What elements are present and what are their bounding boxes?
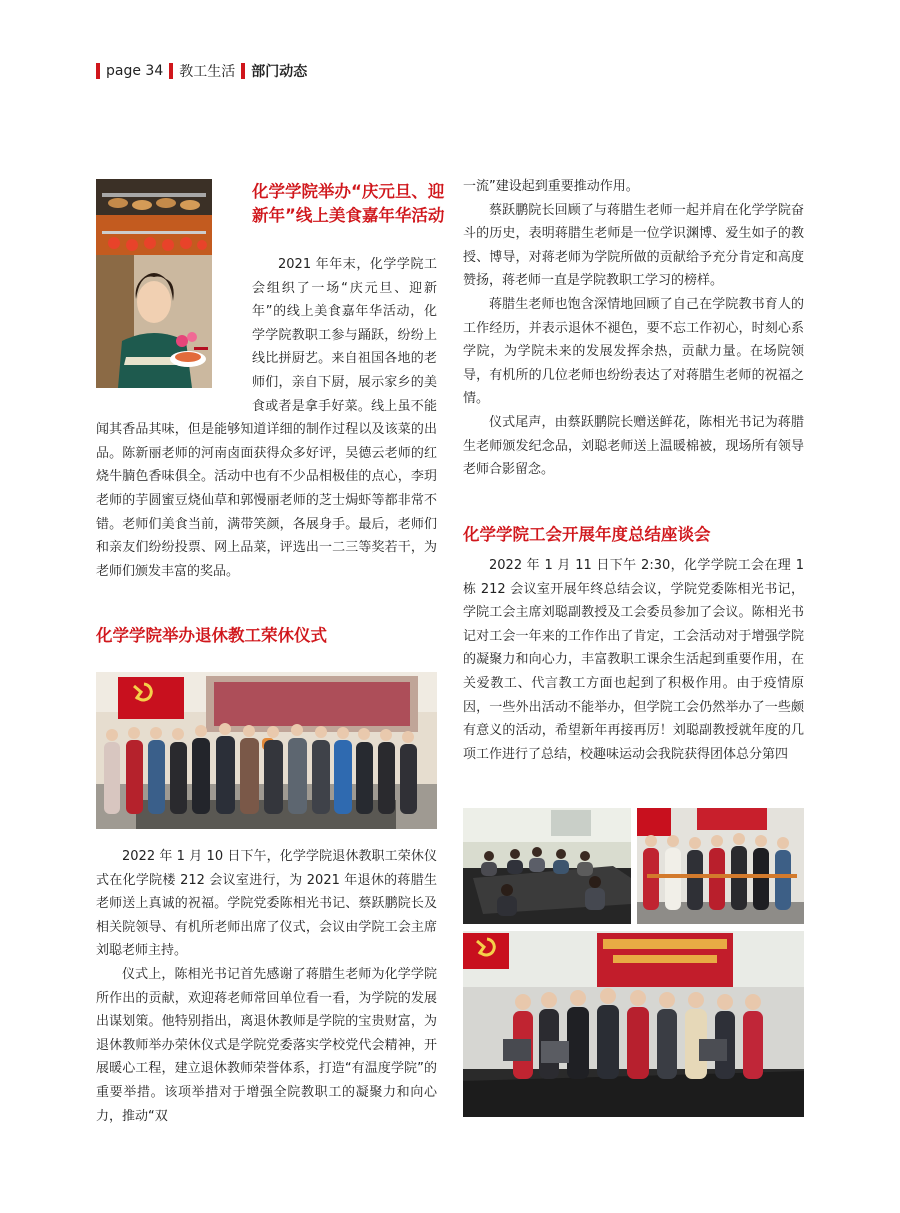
article-body-retire-right bbox=[463, 175, 804, 482]
retirement-group-photo bbox=[96, 672, 437, 829]
article-title-summary: 化学学院工会开展年度总结座谈会 bbox=[463, 525, 711, 544]
page-header bbox=[96, 60, 313, 82]
union-group-photo bbox=[463, 931, 804, 1117]
meeting-room-photo bbox=[463, 808, 631, 924]
retire-continuation: 一流”建设起到重要推动作用。 bbox=[463, 179, 639, 194]
page-number: page 34 bbox=[106, 63, 164, 79]
header-bar-1 bbox=[96, 63, 100, 79]
header-bar-3 bbox=[241, 63, 245, 79]
retire-paragraph-5: 仪式尾声，由蔡跃鹏院长赠送鲜花，陈相光书记为蒋腊生老师颁发纪念品，刘聪老师送上温暖棉被，现场所有领导老师合影留念。 bbox=[463, 414, 804, 478]
retire-paragraph-2: 仪式上，陈相光书记首先感谢了蒋腊生老师为化学学院所作出的贡献，欢迎蒋老师常回单位看一看，为学院的发展出谋划策。他特别指出，离退休教师是学院的宝贵财富，为退休教师举办荣休仪式是学院党委落实学校党代会精神，开展暖心工程，建立退休教师荣誉体系，打造“有温度学院”的重要举措。该项举措对于增强全院教职工的凝聚力和向心力，推动“双 bbox=[96, 966, 437, 1124]
photo-wrap-spacer bbox=[96, 253, 252, 414]
award-group-photo bbox=[637, 808, 804, 924]
summary-paragraph: 2022 年 1 月 11 日下午 2:30，化学学院工会在理 1 栋 212 会议室开展年终总结会议，学院党委陈相光书记，学院工会主席刘聪副教授及工会委员参加了会议。陈相光书记对工会一年来的工作作出了肯定，工会活动对于增强学院的凝聚力和向心力，丰富教职工课余生活起到重要作用，在关爱教工、代言教工方面也起到了积极作用。由于疫情原因，一些外出活动不能举办，但学院工会仍然举办了一些颇有意义的活动，希望新年再接再厉！刘聪副教授就年度的几项工作进行了总结，校趣味运动会我院获得团体总分第四 bbox=[463, 558, 804, 762]
header-bar-2 bbox=[169, 63, 173, 79]
article-body-food bbox=[96, 253, 437, 583]
section-name: 教工生活 bbox=[179, 64, 236, 80]
article-title-food: 化学学院举办“庆元旦、迎新年”线上美食嘉年华活动 bbox=[252, 182, 445, 225]
subsection-name: 部门动态 bbox=[251, 64, 308, 80]
retire-paragraph-4: 蒋腊生老师也饱含深情地回顾了自己在学院教书育人的工作经历，并表示退休不褪色，要不忘工作初心，时刻心系学院，为学院未来的发展发挥余热，贡献力量。在场院领导，有机所的几位老师也纷纷表达了对蒋腊生老师的祝福之情。 bbox=[463, 296, 804, 407]
article-body-summary bbox=[463, 554, 804, 766]
article-body-retire-left bbox=[96, 845, 437, 1128]
retire-paragraph-3: 蔡跃鹏院长回顾了与蒋腊生老师一起并肩在化学学院奋斗的历史，表明蒋腊生老师是一位学识渊博、爱生如子的教授、博导，对蒋老师为学院所做的贡献给予充分肯定和高度赞扬，蒋老师一直是学院教职工学习的榜样。 bbox=[463, 202, 804, 289]
article-title-retire: 化学学院举办退休教工荣休仪式 bbox=[96, 626, 327, 645]
retire-paragraph-1: 2022 年 1 月 10 日下午，化学学院退休教职工荣休仪式在化学院楼 212 会议室进行，为 2021 年退休的蒋腊生老师送上真诚的祝福。学院党委陈相光书记、蔡跃鹏院长及相关院领导、有机所老师出席了仪式，会议由学院工会主席刘聪老师主持。 bbox=[96, 849, 437, 959]
food-paragraph: 2021 年年末，化学学院工会组织了一场“庆元旦、迎新年”的线上美食嘉年华活动，化学学院教职工参与踊跃，纷纷上线比拼厨艺。来自祖国各地的老师们，亲自下厨，展示家乡的美食或者是拿手好菜。线上虽不能闻其香品其味，但是能够知道详细的制作过程以及该菜的出品。陈新丽老师的河南卤面获得众多好评，吴德云老师的红烧牛腩色香味俱全。活动中也有不少品相极佳的点心，李玥老师的芋圆蜜豆烧仙草和郭慢丽老师的芝士焗虾等都非常不错。老师们美食当前，满带笑颜，各展身手。最后，老师们和亲友们纷纷投票、网上品菜，评选出一二三等奖若干，为老师们颁发丰富的奖品。 bbox=[96, 257, 437, 579]
